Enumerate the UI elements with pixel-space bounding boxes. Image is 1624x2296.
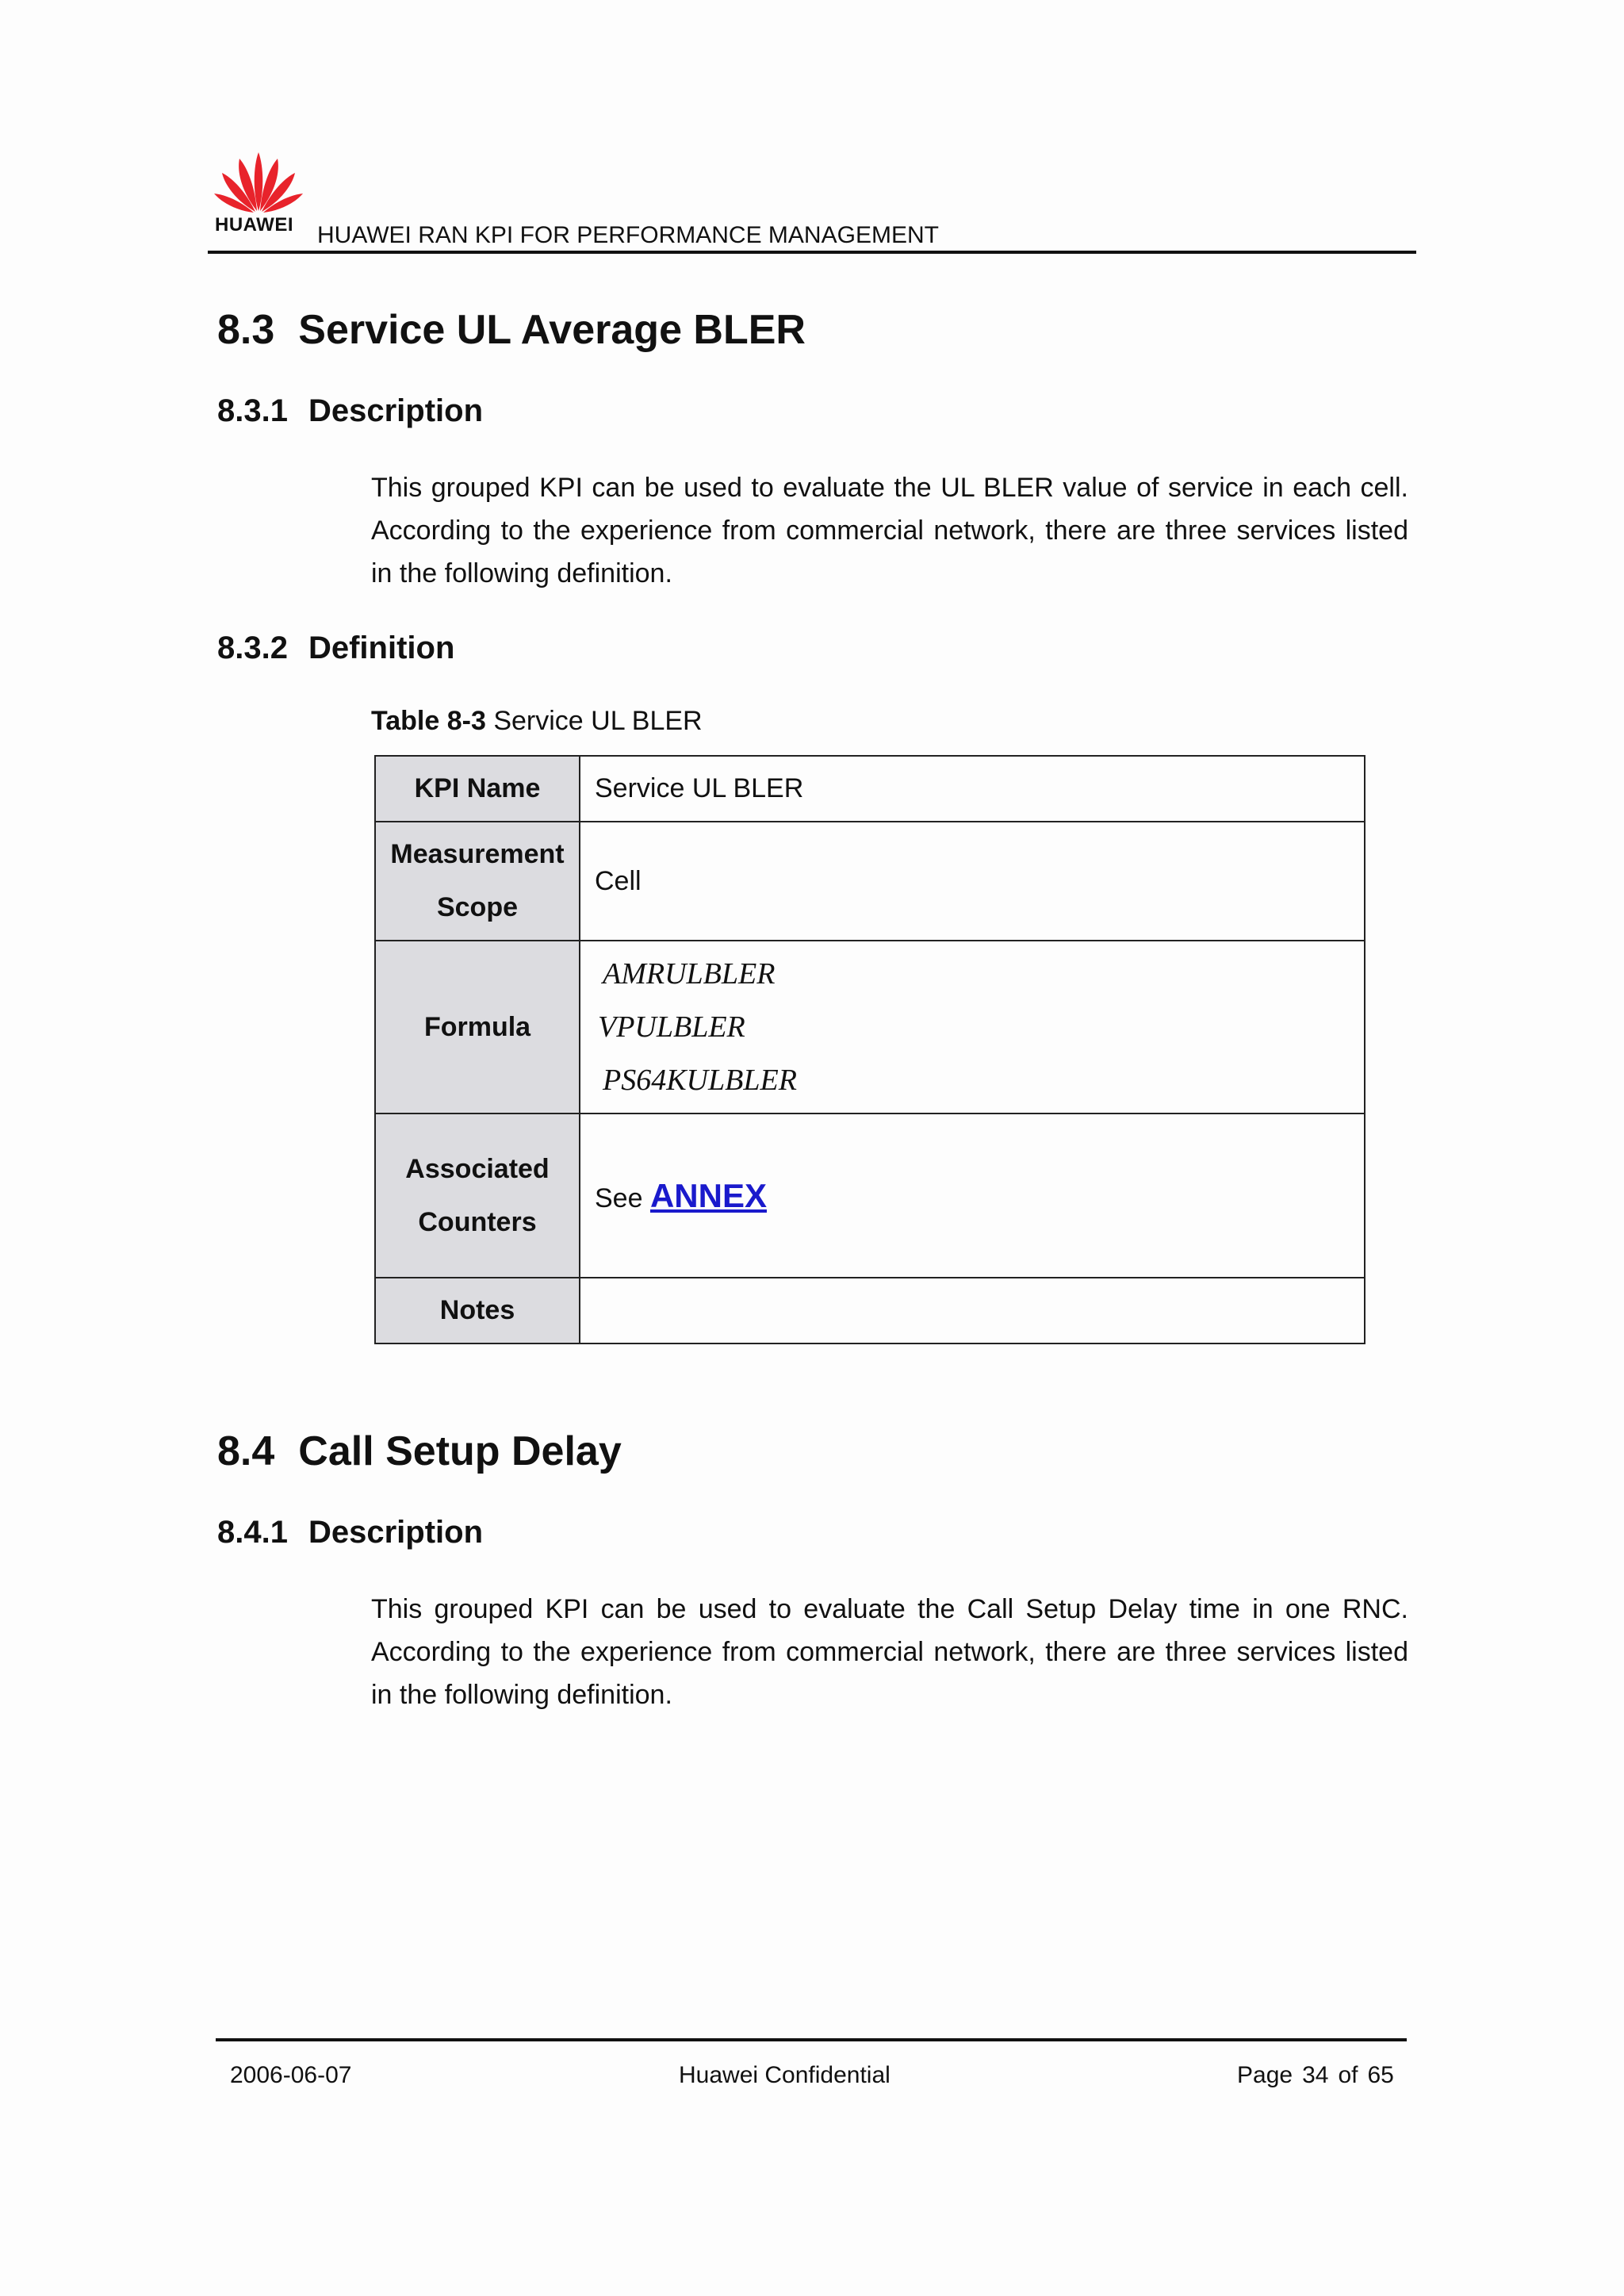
of-word: of [1338,2062,1358,2088]
header-divider [208,251,1416,254]
row-value-associated-counters [580,1114,1365,1278]
row-label-kpi-name: KPI Name [375,756,580,822]
subsection-title: Description [308,1515,484,1550]
logo-wordmark: HUAWEI [215,214,293,236]
row-value-notes [580,1278,1365,1343]
huawei-petals-icon [213,149,304,216]
subsection-number: 8.4.1 [217,1515,288,1550]
footer-confidential: Huawei Confidential [679,2062,891,2088]
table-caption-text: Service UL BLER [493,706,703,736]
subsection-heading-8-3-2 [217,631,454,666]
footer-divider [216,2038,1407,2041]
page-word: Page [1237,2062,1293,2088]
table-row [375,1114,1365,1278]
label-line: Measurement [390,839,565,869]
row-label-measurement-scope [375,822,580,941]
row-label-notes: Notes [375,1278,580,1343]
section-heading-8-3 [217,306,806,354]
footer-page-number [1237,2062,1394,2089]
formula-line: PS64KULBLER [603,1063,797,1097]
table-row [375,941,1365,1114]
subsection-title: Definition [308,631,455,665]
label-line: Counters [418,1206,537,1237]
subsection-heading-8-3-1 [217,393,483,429]
row-value-kpi-name: Service UL BLER [580,756,1365,822]
subsection-heading-8-4-1 [217,1515,483,1550]
subsection-number: 8.3.1 [217,393,288,428]
document-header-title: HUAWEI RAN KPI FOR PERFORMANCE MANAGEMENT [317,222,939,248]
formula-line: VPULBLER [598,1010,745,1044]
label-line: Scope [436,892,519,922]
annex-link[interactable]: ANNEX [649,1176,767,1214]
see-prefix: See [595,1182,643,1213]
formula-line: AMRULBLER [603,956,776,991]
row-value-formula [580,941,1365,1114]
section-number: 8.4 [217,1428,275,1474]
table-caption [371,706,703,737]
section-number: 8.3 [217,307,275,353]
label-line: Associated [405,1153,550,1184]
row-label-associated-counters [375,1114,580,1278]
table-caption-label: Table 8-3 [371,706,486,736]
page-current: 34 [1302,2062,1329,2088]
description-paragraph-8-3: This grouped KPI can be used to evaluate the UL BLER value of service in each cell. According to the experience from commercial network, there are three services listed in the following definition. [371,473,1408,588]
huawei-logo [213,149,304,238]
subsection-title: Description [308,393,484,428]
section-heading-8-4 [217,1428,622,1475]
section-title: Service UL Average BLER [298,307,806,353]
table-row [375,1278,1365,1343]
table-row [375,756,1365,822]
section-title: Call Setup Delay [298,1428,622,1474]
row-value-measurement-scope: Cell [580,822,1365,941]
description-paragraph-8-4: This grouped KPI can be used to evaluate the Call Setup Delay time in one RNC. According to the experience from commercial network, there are three services listed in the following definition. [371,1594,1408,1710]
kpi-definition-table [374,755,1365,1344]
subsection-number: 8.3.2 [217,631,288,665]
row-label-formula: Formula [375,941,580,1114]
table-row [375,822,1365,941]
footer-date: 2006-06-07 [230,2062,352,2088]
page-total: 65 [1367,2062,1394,2088]
